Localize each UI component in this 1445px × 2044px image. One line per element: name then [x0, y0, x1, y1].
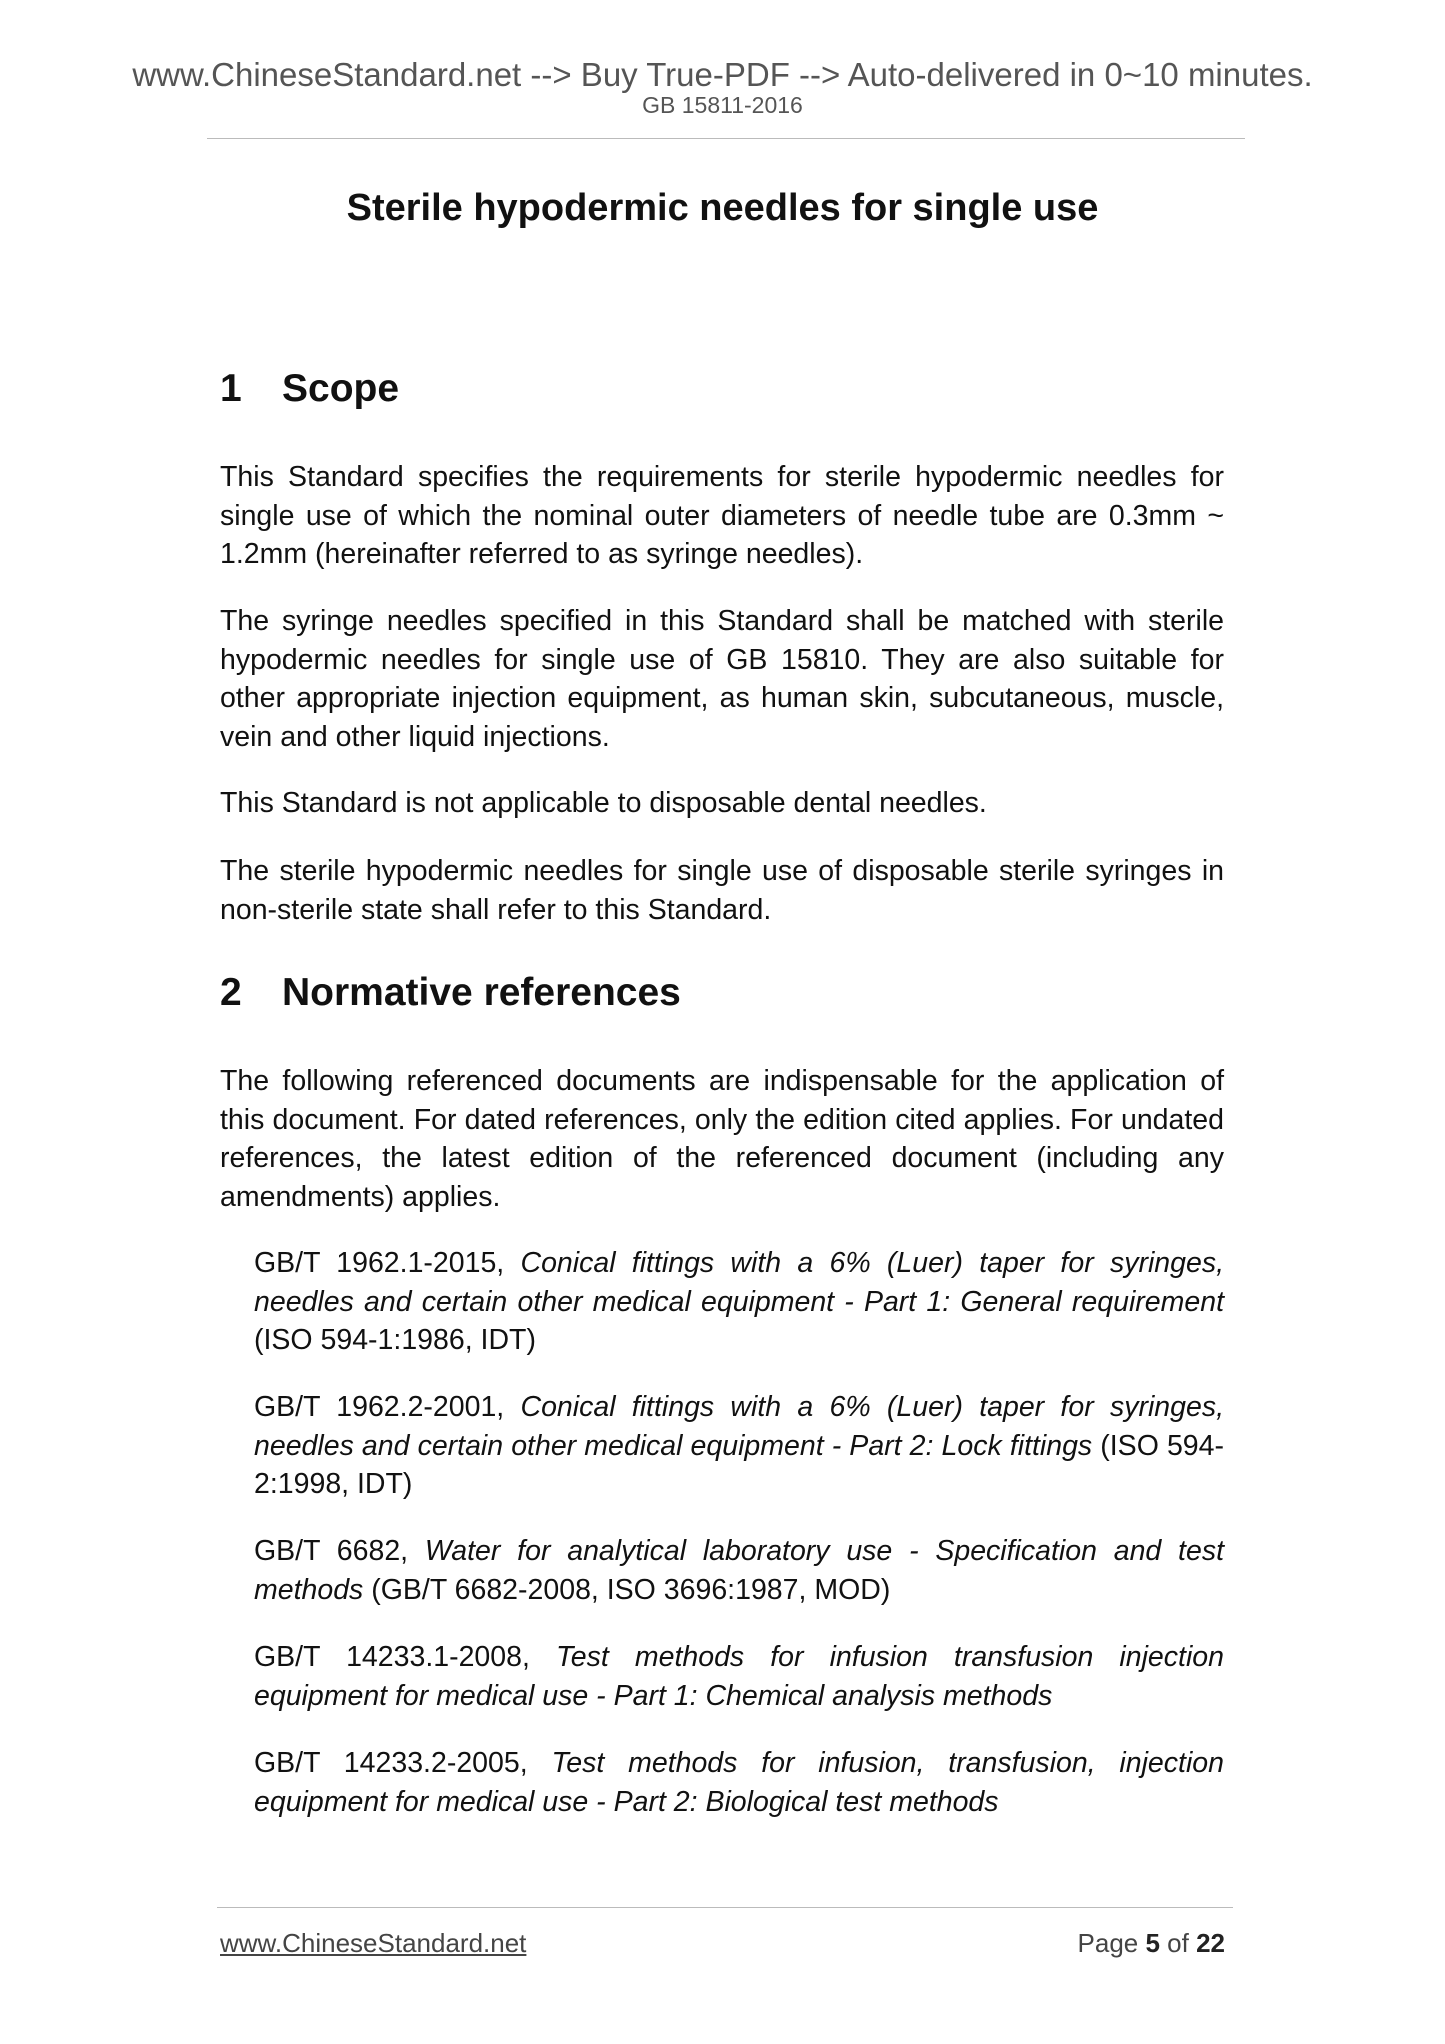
- reference-suffix: (ISO 594-2:1998, IDT): [254, 1429, 1224, 1500]
- reference-code: GB/T 1962.2-2001,: [254, 1391, 521, 1423]
- page-title: Sterile hypodermic needles for single use: [346, 187, 1099, 229]
- reference-suffix: (GB/T 6682-2008, ISO 3696:1987, MOD): [363, 1573, 891, 1606]
- reference-title: Test methods for infusion transfusion injection equipment for medical use - Part 1: Chemical analysis methods: [254, 1641, 1224, 1712]
- reference-title: Water for analytical laboratory use - Specification and test methods: [254, 1535, 1224, 1606]
- reference-code: GB/T 14233.1-2008,: [254, 1641, 556, 1673]
- reference-code: GB/T 6682,: [254, 1535, 425, 1567]
- scope-paragraph-1: This Standard specifies the requirements for sterile hypodermic needles for single use of which the nominal outer diameters of needle tube are 0.3mm ~ 1.2mm (hereinafter referred to as syringe needles).: [220, 461, 1224, 570]
- reference-suffix: (ISO 594-1:1986, IDT): [254, 1324, 536, 1356]
- normative-intro: The following referenced documents are indispensable for the application of this document. For dated references, only the edition cited applies. For undated references, the latest edition of the referenced document (including any amendments) applies.: [220, 1065, 1224, 1213]
- footer-divider: [217, 1907, 1233, 1908]
- section-number: 2: [220, 971, 242, 1014]
- page-total: 22: [1196, 1928, 1225, 1958]
- header-banner: www.ChineseStandard.net --> Buy True-PDF --> Auto-delivered in 0~10 minutes.: [132, 56, 1313, 93]
- section-number: 1: [220, 367, 242, 410]
- reference-title: Conical fittings with a 6% (Luer) taper for syringes, needles and certain other medical equipment - Part 1: General requirement: [254, 1247, 1224, 1318]
- footer-site-link[interactable]: www.ChineseStandard.net: [220, 1928, 527, 1958]
- reference-item: [254, 1388, 1224, 1504]
- page-current: 5: [1145, 1928, 1160, 1958]
- reference-item: [254, 1532, 1224, 1609]
- section-heading-scope: [220, 366, 399, 413]
- section-title: Scope: [282, 367, 400, 410]
- scope-paragraph-3: This Standard is not applicable to disposable dental needles.: [220, 787, 987, 819]
- reference-code: GB/T 14233.2-2005,: [254, 1747, 552, 1779]
- page-prefix: Page: [1077, 1928, 1146, 1958]
- page-of: of: [1159, 1928, 1197, 1958]
- page-indicator: [1078, 1928, 1225, 1959]
- section-heading-normative: [220, 970, 681, 1017]
- scope-paragraph-2: The syringe needles specified in this Standard shall be matched with sterile hypodermic needles for single use of GB 15810. They are also suitable for other appropriate injection equipment, as human skin, subcutaneous, muscle, vein and other liquid injections.: [220, 605, 1224, 753]
- reference-item: [254, 1244, 1224, 1360]
- reference-item: [254, 1744, 1224, 1821]
- reference-code: GB/T 1962.1-2015,: [254, 1247, 521, 1279]
- reference-title: Conical fittings with a 6% (Luer) taper for syringes, needles and certain other medical equipment - Part 2: Lock fittings: [254, 1391, 1224, 1462]
- reference-item: [254, 1638, 1224, 1715]
- section-title: Normative references: [282, 971, 681, 1014]
- header-divider: [207, 138, 1245, 139]
- reference-title: Test methods for infusion, transfusion, injection equipment for medical use - Part 2: Biological test methods: [254, 1747, 1224, 1818]
- document-number: GB 15811-2016: [642, 92, 803, 118]
- scope-paragraph-4: The sterile hypodermic needles for single use of disposable sterile syringes in non-sterile state shall refer to this Standard.: [220, 855, 1224, 926]
